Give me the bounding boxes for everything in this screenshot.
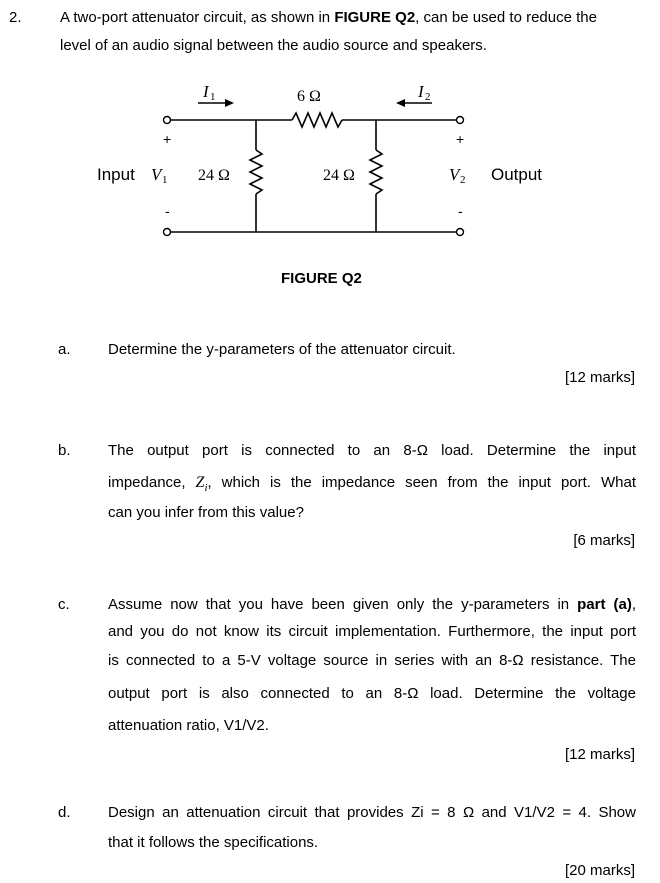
part-c-line1 [108, 595, 636, 615]
part-c-line1-pre: Assume now that you have been given only the y-parameters in [108, 596, 578, 613]
input-minus: - [165, 203, 170, 219]
part-b-marks: [6 marks] [573, 532, 635, 549]
part-b-label: b. [58, 442, 71, 459]
i1-subscript: 1 [210, 91, 216, 103]
output-minus: - [458, 203, 463, 219]
i2-subscript: 2 [425, 91, 431, 103]
part-c-line4: output port is also connected to an 8-Ω load. Determine the voltage [108, 685, 636, 702]
part-c-label: c. [58, 596, 70, 613]
v2-subscript: 2 [460, 174, 466, 186]
output-plus: + [456, 131, 465, 147]
v1-subscript: 1 [162, 174, 168, 186]
question-intro-line2: level of an audio signal between the audio source and speakers. [60, 37, 487, 54]
intro-text-pre: A two-port attenuator circuit, as shown in [60, 9, 335, 26]
terminal-output-top [457, 117, 464, 124]
part-c-line2: and you do not know its circuit implementation. Furthermore, the input port [108, 623, 636, 640]
terminal-input-bottom [164, 229, 171, 236]
part-d-line1: Design an attenuation circuit that provides Zi = 8 Ω and V1/V2 = 4. Show [108, 804, 636, 821]
series-resistor-label: 6 Ω [297, 88, 321, 105]
part-b-line2 [108, 473, 636, 498]
part-a-label: a. [58, 341, 71, 358]
question-number: 2. [9, 9, 22, 26]
terminal-input-top [164, 117, 171, 124]
shunt-left-label: 24 Ω [198, 167, 230, 184]
part-d-marks: [20 marks] [564, 862, 635, 879]
input-label: Input [97, 165, 135, 184]
part-c-marks: [12 marks] [564, 746, 635, 763]
part-b-line3: can you infer from this value? [108, 504, 304, 521]
part-d-line2: that it follows the specifications. [108, 834, 319, 851]
output-label: Output [491, 165, 543, 184]
part-b-line1-text: The output port is connected to an 8-Ω load. Determine the input [108, 442, 636, 459]
v1-label: V [151, 165, 162, 184]
part-c-line3: is connected to a 5-V voltage source in series with an 8-Ω resistance. The [108, 652, 636, 669]
intro-text-post: , can be used to reduce the [415, 9, 597, 26]
part-b-line2-post: , which is the impedance seen from the input port. What [207, 474, 636, 491]
part-c-line1-post: , [631, 596, 636, 613]
i2-label: I [418, 82, 424, 101]
input-plus: + [163, 131, 172, 147]
part-d-label: d. [58, 804, 71, 821]
v2-label: V [449, 165, 460, 184]
terminal-output-bottom [457, 229, 464, 236]
part-b-zi-sub: i [204, 482, 208, 494]
part-a-text: Determine the y-parameters of the attenuator circuit. [108, 341, 456, 358]
intro-figure-ref: FIGURE Q2 [334, 9, 416, 26]
part-c-part-a-ref: part (a) [577, 596, 632, 613]
part-b-line2-pre: impedance, [108, 474, 196, 491]
i2-arrowhead [396, 99, 405, 107]
i1-label: I [203, 82, 209, 101]
part-b-zi: Z [195, 474, 205, 491]
part-a-marks: [12 marks] [564, 369, 635, 386]
part-c-line5: attenuation ratio, V1/V2. [108, 717, 269, 734]
part-b-line1 [108, 441, 636, 461]
figure-caption: FIGURE Q2 [281, 270, 362, 287]
shunt-right-label: 24 Ω [323, 167, 355, 184]
circuit-figure [0, 0, 660, 300]
i1-arrowhead [225, 99, 234, 107]
